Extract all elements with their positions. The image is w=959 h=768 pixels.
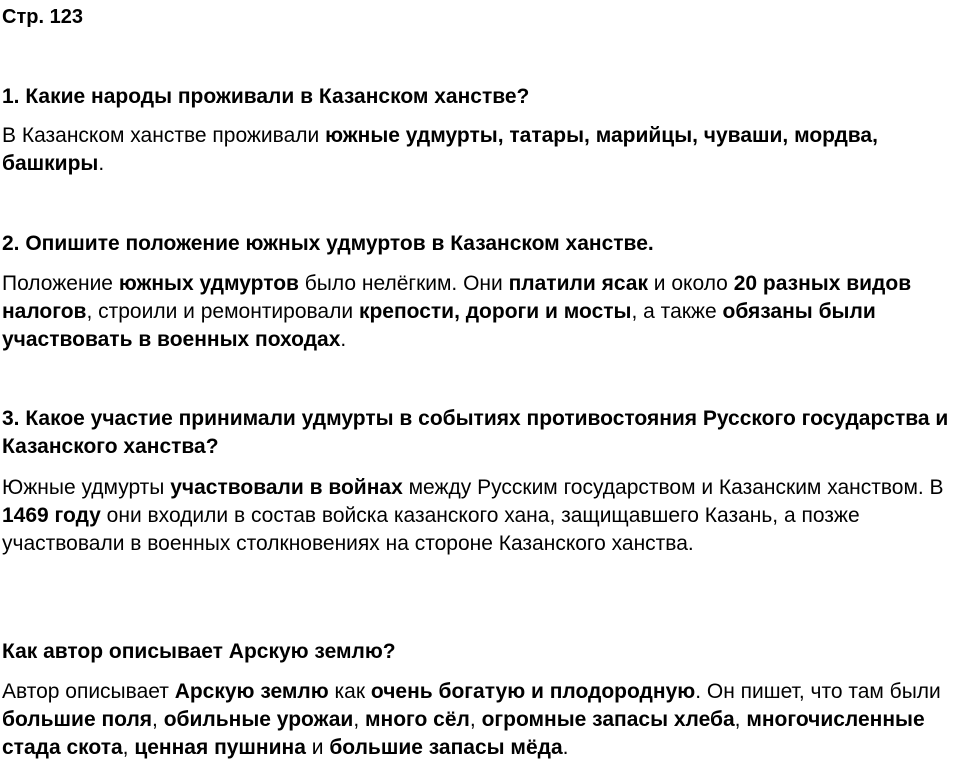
answer-text-segment: . xyxy=(98,152,105,175)
answer-bold-segment: обильные урожаи xyxy=(163,708,354,731)
answer-text-segment: Южные удмурты xyxy=(2,476,171,499)
answer-bold-segment: участвовали в войнах xyxy=(170,476,403,499)
answer-text-segment: было нелёгким. Они xyxy=(298,272,509,295)
question-4: Как автор описывает Арскую землю? xyxy=(2,640,396,663)
answer-bold-segment: большие поля xyxy=(2,708,153,731)
answer-bold-segment: платили ясак xyxy=(508,272,648,295)
answer-text-segment: , xyxy=(152,708,164,731)
answer-text-segment: , xyxy=(353,708,365,731)
answer-bold-segment: обязаны были участвовать в военных походах xyxy=(2,300,876,351)
answer-bold-segment: южных удмуртов xyxy=(118,272,299,295)
answer-text-segment: , xyxy=(469,708,482,731)
answer-2 xyxy=(2,270,957,354)
answer-bold-segment: Арскую землю xyxy=(174,680,329,703)
answer-text-segment: , xyxy=(122,736,135,759)
answer-text-segment: . xyxy=(562,736,569,759)
answer-text-segment: В Казанском ханстве проживали xyxy=(2,124,326,147)
answer-text-segment: Автор описывает xyxy=(2,680,175,703)
answer-bold-segment: многочисленные стада скота xyxy=(2,708,925,759)
answer-text-segment: и около xyxy=(647,272,734,295)
answer-bold-segment: южные удмурты, татары, марийцы, чуваши, мордва, башкиры xyxy=(2,124,878,175)
answer-bold-segment: 1469 году xyxy=(2,504,101,527)
answer-bold-segment: крепости, дороги и мосты xyxy=(358,300,632,323)
answer-bold-segment: огромные запасы хлеба xyxy=(481,708,735,731)
answer-text-segment: , xyxy=(734,708,747,731)
answer-text-segment: они входили в состав войска казанского хана, защищавшего Казань, а позже участвовали в военных столкновениях на стороне Казанского ханства. xyxy=(2,504,860,555)
answer-4 xyxy=(2,678,957,762)
answer-text-segment: . Он пишет, что там были xyxy=(695,680,941,703)
answer-text-segment: между Русским государством и Казанским ханством. В xyxy=(402,476,944,499)
answer-1 xyxy=(2,122,957,178)
answer-text-segment: Положение xyxy=(2,272,119,295)
answer-bold-segment: очень богатую и плодородную xyxy=(370,680,696,703)
answer-text-segment: и xyxy=(305,736,330,759)
answer-text-segment: как xyxy=(328,680,371,703)
answer-text-segment: . xyxy=(340,328,347,351)
answer-bold-segment: 20 разных видов налогов xyxy=(2,272,912,323)
answer-text-segment: , строили и ремонтировали xyxy=(86,300,359,323)
answer-3 xyxy=(2,474,957,558)
question-1: 1. Какие народы проживали в Казанском ханстве? xyxy=(2,85,530,108)
question-2: 2. Опишите положение южных удмуртов в Казанском ханстве. xyxy=(2,232,654,255)
page-number: Стр. 123 xyxy=(2,6,83,28)
answer-bold-segment: ценная пушнина xyxy=(134,736,306,759)
answer-bold-segment: большие запасы мёда xyxy=(329,736,563,759)
question-3: 3. Какое участие принимали удмурты в событиях противостояния Русского государства и Казанского ханства? xyxy=(2,407,949,458)
answer-text-segment: , а также xyxy=(631,300,723,323)
answer-bold-segment: много сёл xyxy=(365,708,470,731)
